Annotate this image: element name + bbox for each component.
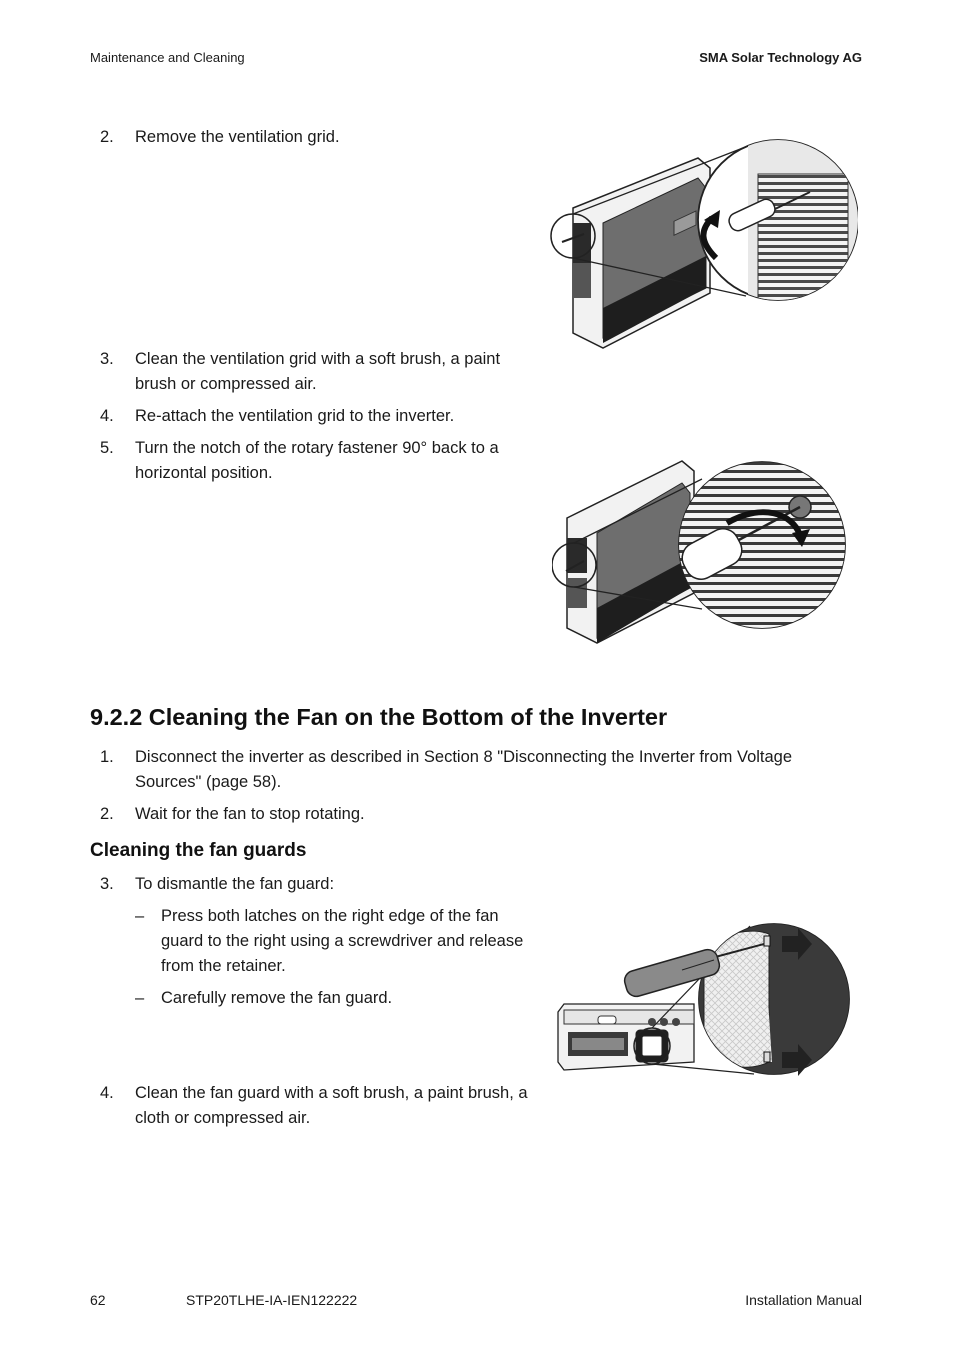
step-text: Clean the fan guard with a soft brush, a paint brush, a cloth or compressed air. bbox=[135, 1084, 528, 1127]
step-text: Turn the notch of the rotary fastener 90° back to a horizontal position. bbox=[135, 439, 499, 482]
step-item bbox=[90, 125, 530, 150]
step-text: Clean the ventilation grid with a soft brush, a paint brush or compressed air. bbox=[135, 350, 501, 393]
figure-remove-ventilation-grid bbox=[548, 138, 858, 353]
step-number: 2. bbox=[100, 805, 114, 823]
page-number: 62 bbox=[90, 1292, 106, 1308]
sub-item-text: Press both latches on the right edge of the fan guard to the right using a screwdriver and release from the retainer. bbox=[161, 907, 524, 975]
step-text: Disconnect the inverter as described in Section 8 "Disconnecting the Inverter from Voltage Sources" (page 58). bbox=[135, 748, 793, 791]
step-item bbox=[90, 404, 530, 429]
subsection-heading: Cleaning the fan guards bbox=[90, 840, 307, 861]
step-item bbox=[90, 802, 850, 827]
dash-bullet: – bbox=[135, 907, 145, 925]
step-number: 5. bbox=[100, 439, 114, 457]
step-item bbox=[90, 872, 530, 897]
sub-list-item bbox=[135, 986, 535, 1011]
running-header-section: Maintenance and Cleaning bbox=[90, 50, 245, 65]
step-number: 1. bbox=[100, 748, 114, 766]
document-title: Installation Manual bbox=[745, 1292, 862, 1308]
dash-bullet: – bbox=[135, 989, 145, 1007]
step-item bbox=[90, 1081, 530, 1131]
step-item bbox=[90, 745, 850, 795]
step-number: 2. bbox=[100, 128, 114, 146]
step-number: 3. bbox=[100, 875, 114, 893]
sub-list-item bbox=[135, 904, 535, 979]
step-text: Re-attach the ventilation grid to the inverter. bbox=[135, 407, 455, 425]
sub-item-text: Carefully remove the fan guard. bbox=[161, 989, 393, 1007]
step-item bbox=[90, 436, 530, 486]
figure-remove-fan-guard bbox=[554, 912, 850, 1090]
step-text: Wait for the fan to stop rotating. bbox=[135, 805, 365, 823]
figure-rotate-fastener bbox=[552, 443, 852, 648]
running-header-company: SMA Solar Technology AG bbox=[699, 50, 862, 65]
document-id: STP20TLHE-IA-IEN122222 bbox=[186, 1292, 358, 1308]
step-text: To dismantle the fan guard: bbox=[135, 875, 335, 893]
step-number: 4. bbox=[100, 407, 114, 425]
step-number: 3. bbox=[100, 350, 114, 368]
step-number: 4. bbox=[100, 1084, 114, 1102]
step-item bbox=[90, 347, 530, 397]
step-text: Remove the ventilation grid. bbox=[135, 128, 340, 146]
section-heading: 9.2.2 Cleaning the Fan on the Bottom of the Inverter bbox=[90, 704, 668, 730]
